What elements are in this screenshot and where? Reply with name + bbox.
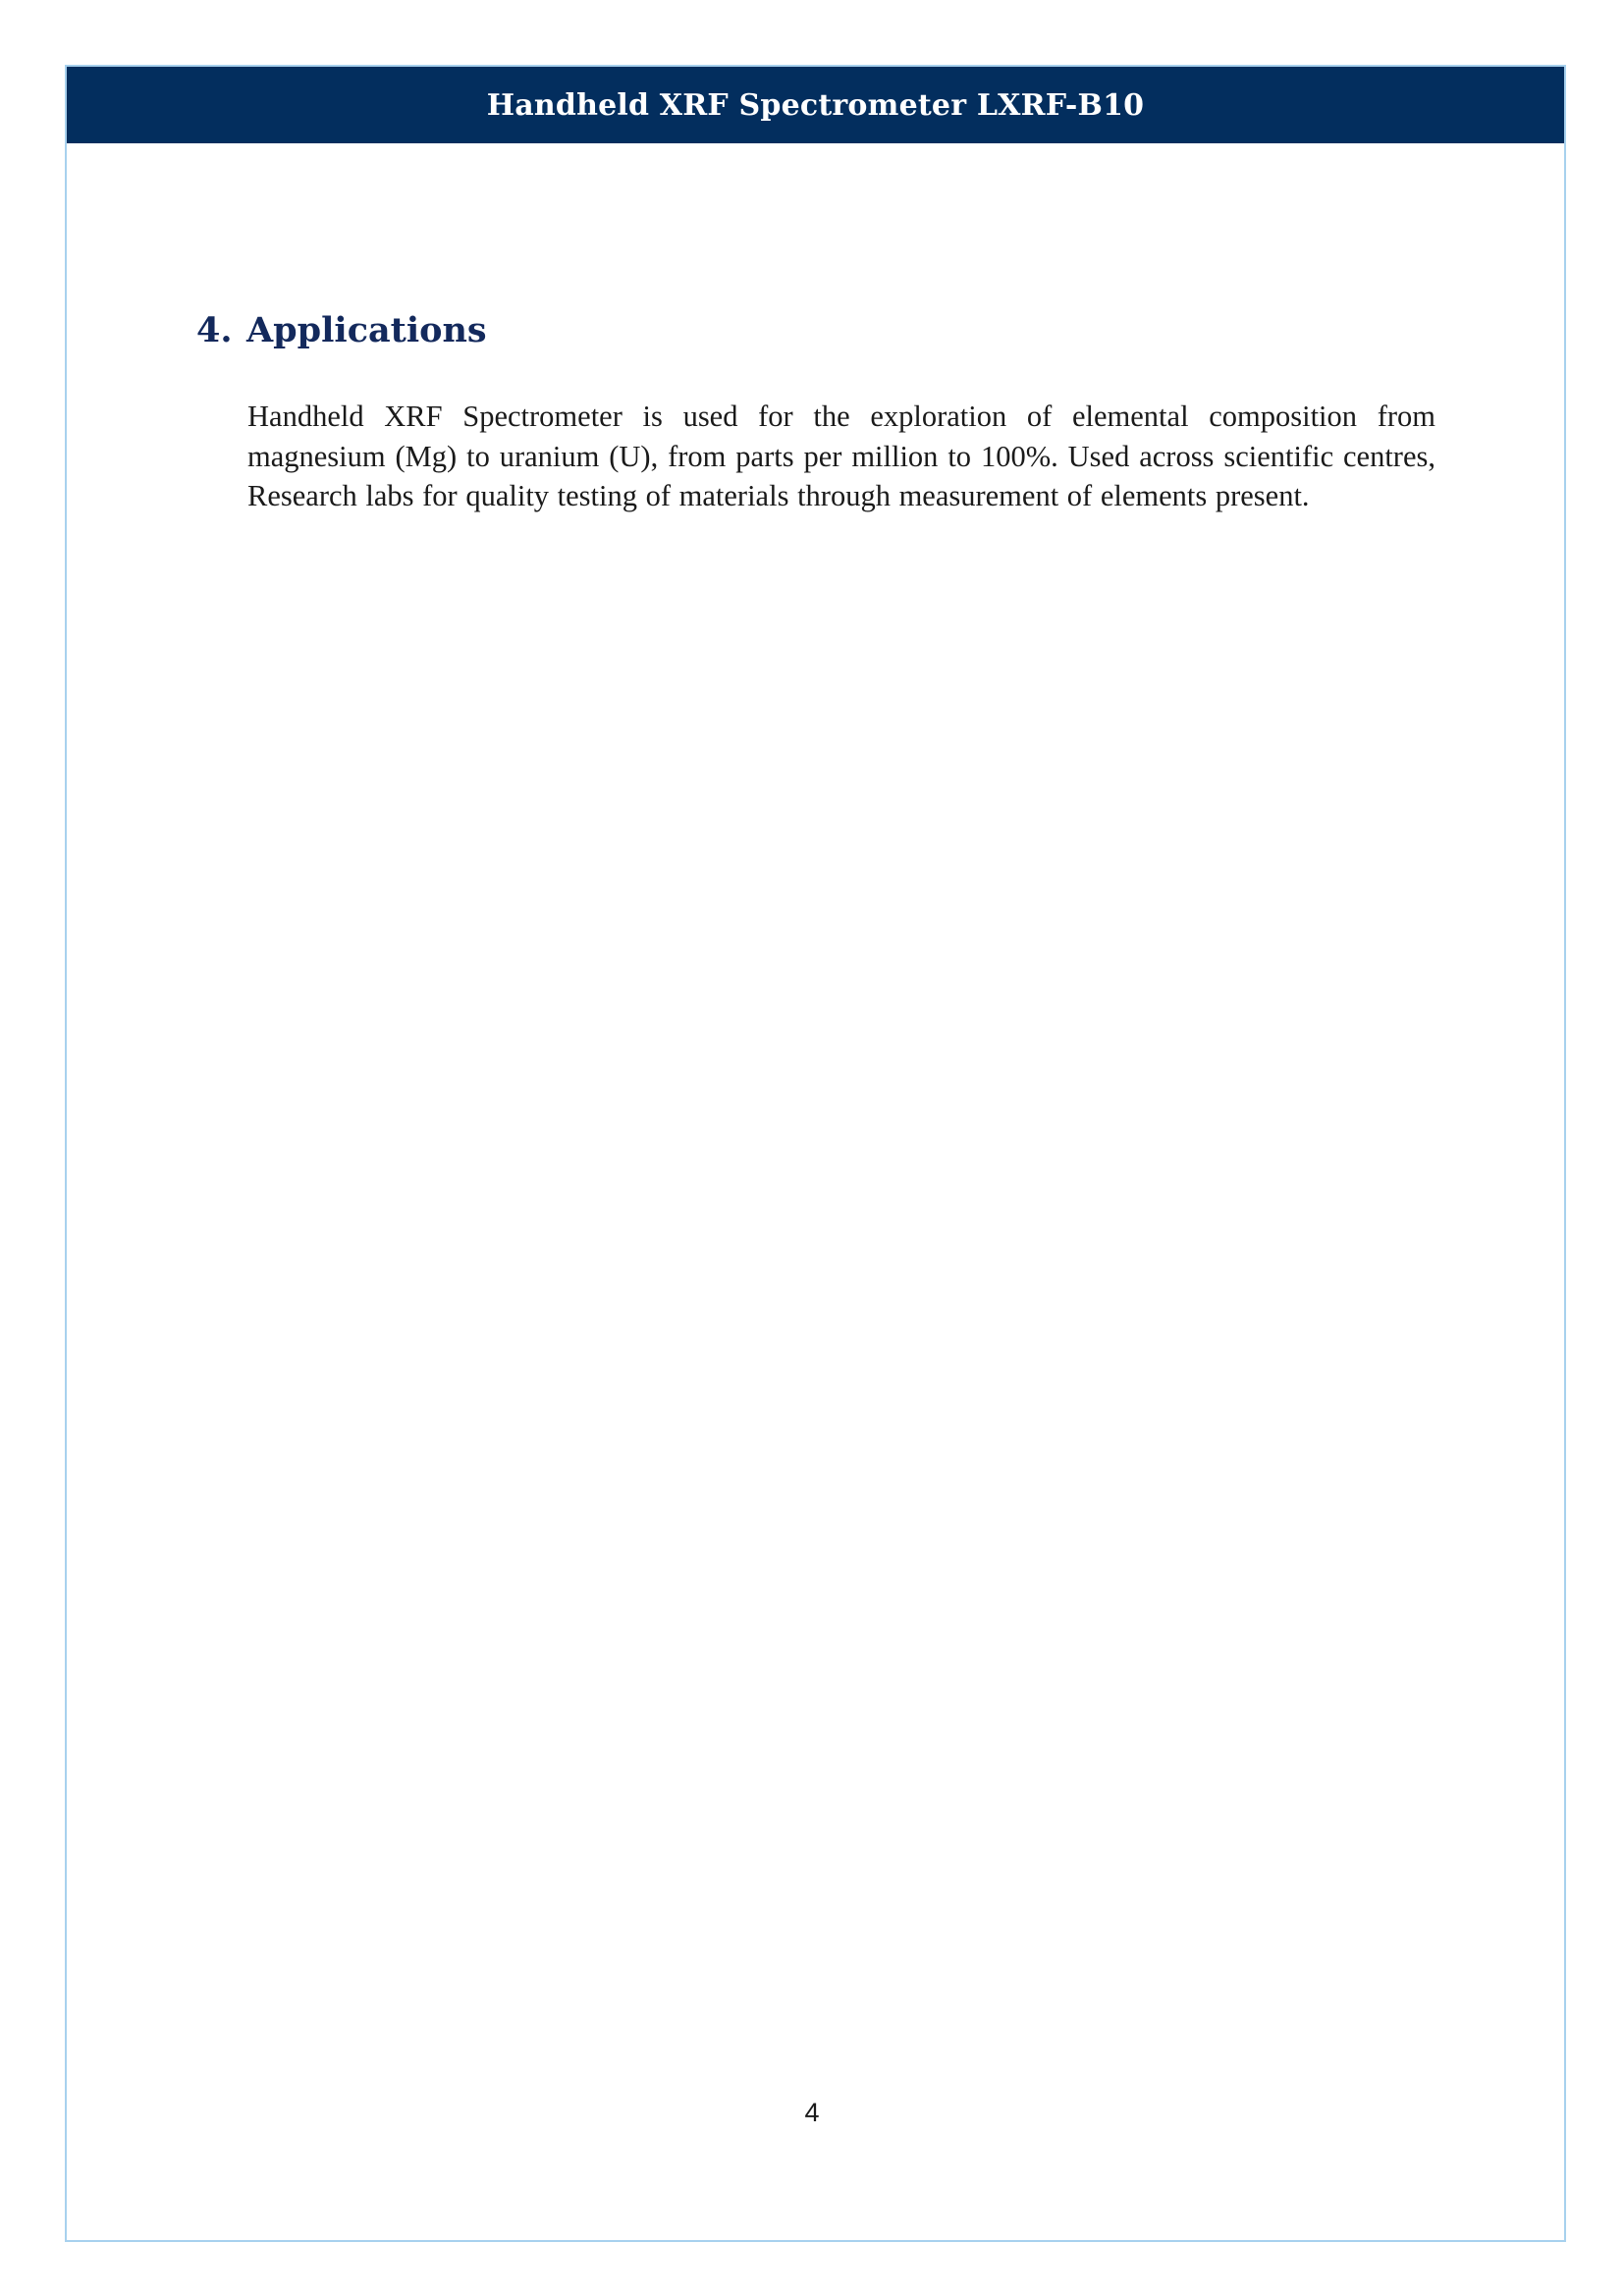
section-body-paragraph: Handheld XRF Spectrometer is used for the exploration of elemental composition from magnesium (Mg) to uranium (U), from parts per million to 100%. Used across scientific centres, Research labs for quality testing of materials through measurement of elements present. bbox=[247, 400, 1435, 512]
section-number: 4. bbox=[196, 310, 233, 350]
section-heading bbox=[196, 310, 487, 350]
page-border-frame bbox=[65, 65, 1566, 2242]
header-bar bbox=[67, 67, 1564, 143]
section-title: Applications bbox=[246, 310, 487, 350]
document-title: Handheld XRF Spectrometer LXRF-B10 bbox=[486, 87, 1145, 123]
page-number: 4 bbox=[804, 2098, 820, 2127]
